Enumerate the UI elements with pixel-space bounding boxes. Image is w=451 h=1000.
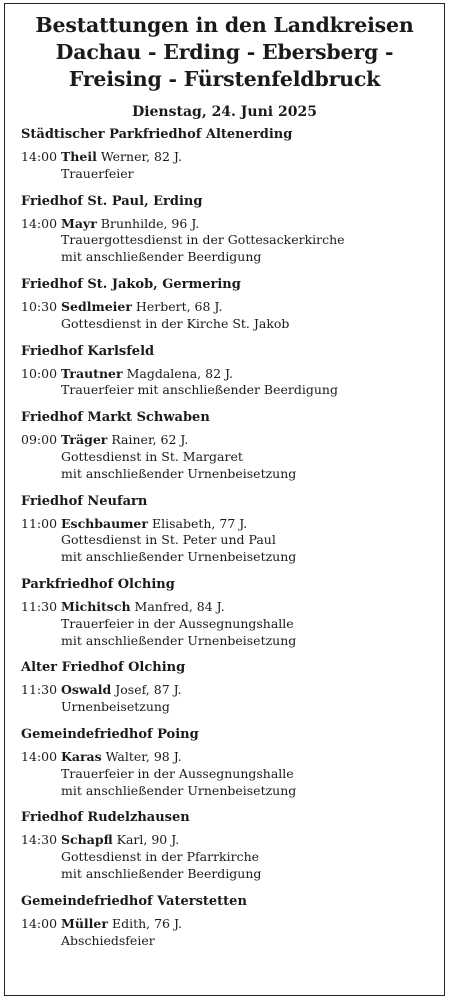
- deceased-surname: Mayr: [61, 215, 97, 231]
- funeral-time: 14:00: [21, 149, 58, 164]
- ceremony-detail: Urnenbeisetzung: [61, 699, 170, 715]
- ceremony-detail: Trauerfeier: [61, 165, 134, 181]
- funeral-time: 10:30: [21, 298, 58, 314]
- ceremony-detail: Gottesdienst in St. Peter und Paul: [61, 532, 276, 548]
- notice-header: [5, 4, 444, 121]
- funeral-section: [21, 409, 443, 482]
- deceased-surname: Michitsch: [61, 598, 131, 614]
- ceremony-detail: Gottesdienst in der Pfarrkirche: [61, 849, 260, 865]
- funeral-section: [21, 576, 443, 649]
- ceremony-detail: mit anschließender Beerdigung: [61, 865, 262, 881]
- funeral-time: 11:00: [21, 515, 58, 531]
- deceased-firstname-age: Walter, 98 J.: [105, 748, 182, 764]
- ceremony-detail: Trauerfeier in der Aussegnungshalle: [61, 615, 294, 631]
- funeral-section: [21, 726, 443, 799]
- funeral-time: 14:00: [21, 748, 58, 764]
- deceased-surname: Trautner: [61, 365, 123, 381]
- funeral-entry: [21, 516, 443, 533]
- ceremony-detail: mit anschließender Urnenbeisetzung: [61, 549, 297, 565]
- ceremony-detail: Gottesdienst in der Kirche St. Jakob: [61, 315, 290, 331]
- deceased-surname: Sedlmeier: [61, 298, 132, 314]
- cemetery-name: Friedhof Rudelzhausen: [21, 810, 190, 826]
- funeral-entry: [21, 149, 443, 166]
- cemetery-name: Städtischer Parkfriedhof Altenerding: [21, 127, 293, 142]
- deceased-surname: Eschbaumer: [61, 515, 148, 531]
- ceremony-detail: Gottesdienst in St. Margaret: [61, 448, 243, 464]
- cemetery-name: Gemeindefriedhof Poing: [21, 726, 199, 742]
- funeral-time: 09:00: [21, 432, 58, 448]
- cemetery-name: Alter Friedhof Olching: [21, 660, 186, 676]
- funeral-time: 10:00: [21, 365, 58, 381]
- deceased-firstname-age: Rainer, 62 J.: [111, 432, 189, 448]
- deceased-firstname-age: Werner, 82 J.: [100, 149, 182, 164]
- deceased-firstname-age: Herbert, 68 J.: [135, 298, 223, 314]
- notice-date: Dienstag, 24. Juni 2025: [132, 104, 317, 120]
- funeral-entry: [21, 599, 443, 616]
- funeral-section: [21, 893, 443, 950]
- funeral-time: 11:30: [21, 682, 58, 698]
- deceased-surname: Müller: [61, 915, 108, 931]
- deceased-firstname-age: Elisabeth, 77 J.: [151, 515, 248, 531]
- funeral-time: 14:00: [21, 915, 58, 931]
- funeral-entry: [21, 916, 443, 933]
- ceremony-detail: Trauerfeier mit anschließender Beerdigung: [61, 382, 338, 398]
- page-title-line-3: Freising - Fürstenfeldbruck: [68, 67, 381, 91]
- funeral-entry: [21, 299, 443, 316]
- cemetery-name: Friedhof Markt Schwaben: [21, 410, 210, 426]
- cemetery-name: Friedhof Karlsfeld: [21, 343, 155, 359]
- funeral-time: 14:30: [21, 832, 58, 848]
- funeral-section: [21, 493, 443, 566]
- cemetery-name: Parkfriedhof Olching: [21, 576, 175, 592]
- deceased-surname: Schapfl: [61, 832, 113, 848]
- deceased-surname: Träger: [61, 432, 108, 448]
- funeral-section: [21, 343, 443, 400]
- funeral-entry: [21, 749, 443, 766]
- cemetery-name: Gemeindefriedhof Vaterstetten: [21, 893, 247, 909]
- deceased-surname: Karas: [61, 748, 102, 764]
- deceased-surname: Oswald: [61, 682, 112, 698]
- deceased-firstname-age: Josef, 87 J.: [115, 682, 182, 698]
- deceased-firstname-age: Brunhilde, 96 J.: [100, 215, 200, 231]
- cemetery-name: Friedhof St. Jakob, Germering: [21, 276, 241, 292]
- cemetery-name: Friedhof St. Paul, Erding: [21, 193, 203, 209]
- funeral-list: [21, 126, 443, 959]
- funeral-entry: [21, 682, 443, 699]
- funeral-entry: [21, 432, 443, 449]
- ceremony-detail: Abschiedsfeier: [61, 932, 155, 948]
- page-title-line-2: Dachau - Erding - Ebersberg -: [55, 40, 394, 64]
- ceremony-detail: mit anschließender Urnenbeisetzung: [61, 782, 297, 798]
- ceremony-detail: mit anschließender Beerdigung: [61, 249, 262, 265]
- funeral-entry: [21, 366, 443, 383]
- funeral-entry: [21, 216, 443, 233]
- funeral-section: [21, 659, 443, 716]
- deceased-firstname-age: Manfred, 84 J.: [134, 598, 225, 614]
- ceremony-detail: mit anschließender Urnenbeisetzung: [61, 465, 297, 481]
- deceased-firstname-age: Karl, 90 J.: [116, 832, 180, 848]
- ceremony-detail: mit anschließender Urnenbeisetzung: [61, 632, 297, 648]
- funeral-time: 14:00: [21, 215, 58, 231]
- deceased-surname: Theil: [61, 149, 97, 164]
- funeral-section: [21, 809, 443, 882]
- funeral-entry: [21, 832, 443, 849]
- ceremony-detail: Trauerfeier in der Aussegnungshalle: [61, 765, 294, 781]
- deceased-firstname-age: Edith, 76 J.: [111, 915, 182, 931]
- funeral-section: [21, 276, 443, 333]
- page-title-line-1: Bestattungen in den Landkreisen: [35, 13, 414, 37]
- ceremony-detail: Trauergottesdienst in der Gottesackerkirche: [61, 232, 345, 248]
- funeral-section: [21, 126, 443, 183]
- cemetery-name: Friedhof Neufarn: [21, 493, 148, 509]
- deceased-firstname-age: Magdalena, 82 J.: [126, 365, 234, 381]
- funeral-time: 11:30: [21, 598, 58, 614]
- funeral-section: [21, 193, 443, 266]
